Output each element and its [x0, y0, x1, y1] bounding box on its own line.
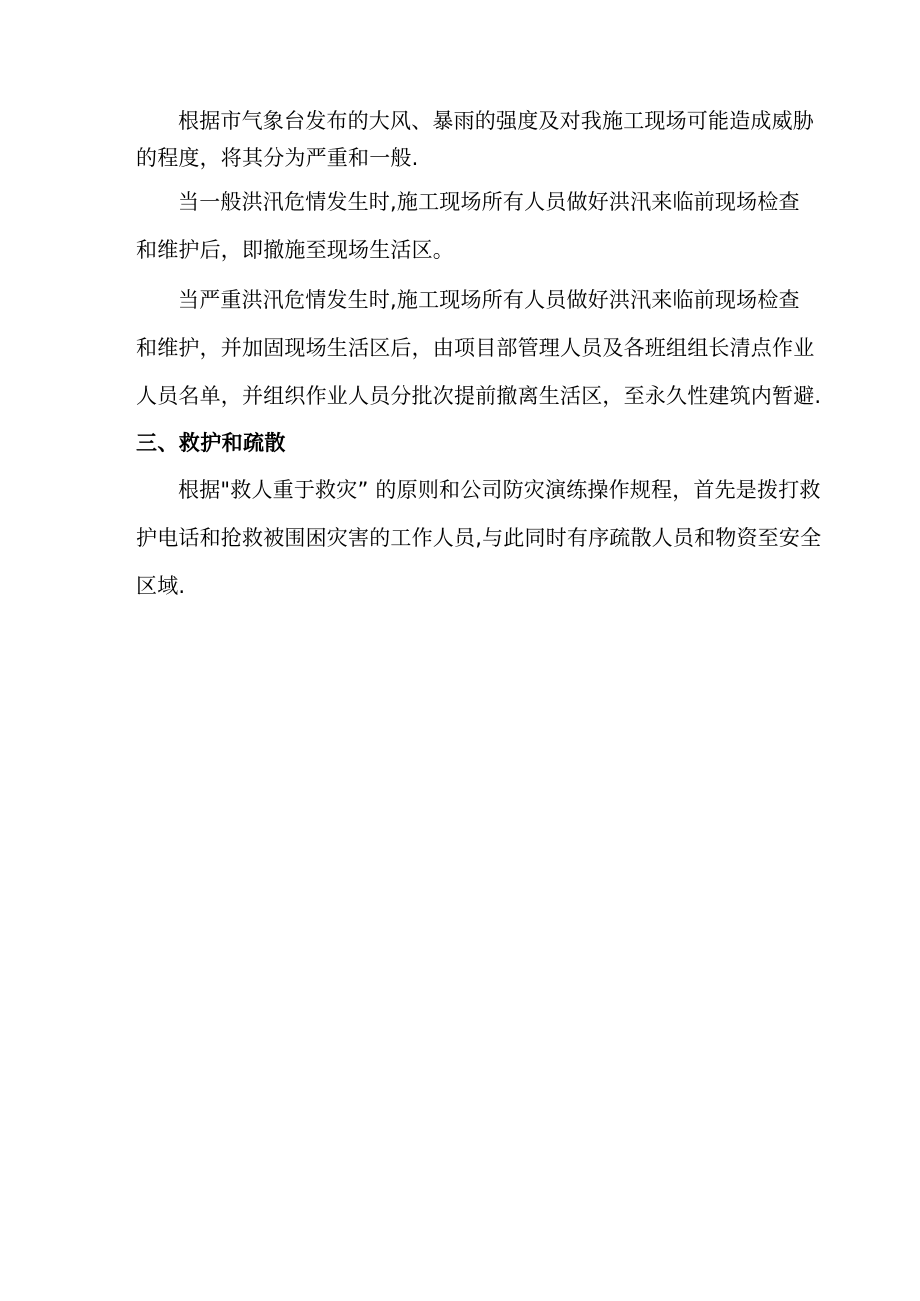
section-paragraph-line-3: 区域.	[136, 574, 186, 598]
paragraph-1-line-2: 的程度，将其分为严重和一般.	[136, 146, 419, 170]
paragraph-2-line-2: 和维护后，即撤施至现场生活区。	[136, 238, 454, 262]
paragraph-1-line-1: 根据市气象台发布的大风、暴雨的强度及对我施工现场可能造成威胁	[178, 109, 814, 133]
section-heading: 三、救护和疏散	[136, 431, 286, 455]
paragraph-3-line-3: 人员名单，并组织作业人员分批次提前撤离生活区，至永久性建筑内暂避.	[136, 384, 822, 408]
paragraph-2-line-1: 当一般洪汛危情发生时,施工现场所有人员做好洪汛来临前现场检查	[178, 190, 800, 214]
section-paragraph-line-1: 根据"救人重于救灾” 的原则和公司防灾演练操作规程，首先是拨打救	[178, 478, 821, 502]
paragraph-3-line-1: 当严重洪汛危情发生时,施工现场所有人员做好洪汛来临前现场检查	[178, 288, 800, 312]
paragraph-3-line-2: 和维护，并加固现场生活区后，由项目部管理人员及各班组组长清点作业	[136, 336, 815, 360]
section-paragraph-line-2: 护电话和抢救被围困灾害的工作人员,与此同时有序疏散人员和物资至安全	[136, 526, 822, 550]
